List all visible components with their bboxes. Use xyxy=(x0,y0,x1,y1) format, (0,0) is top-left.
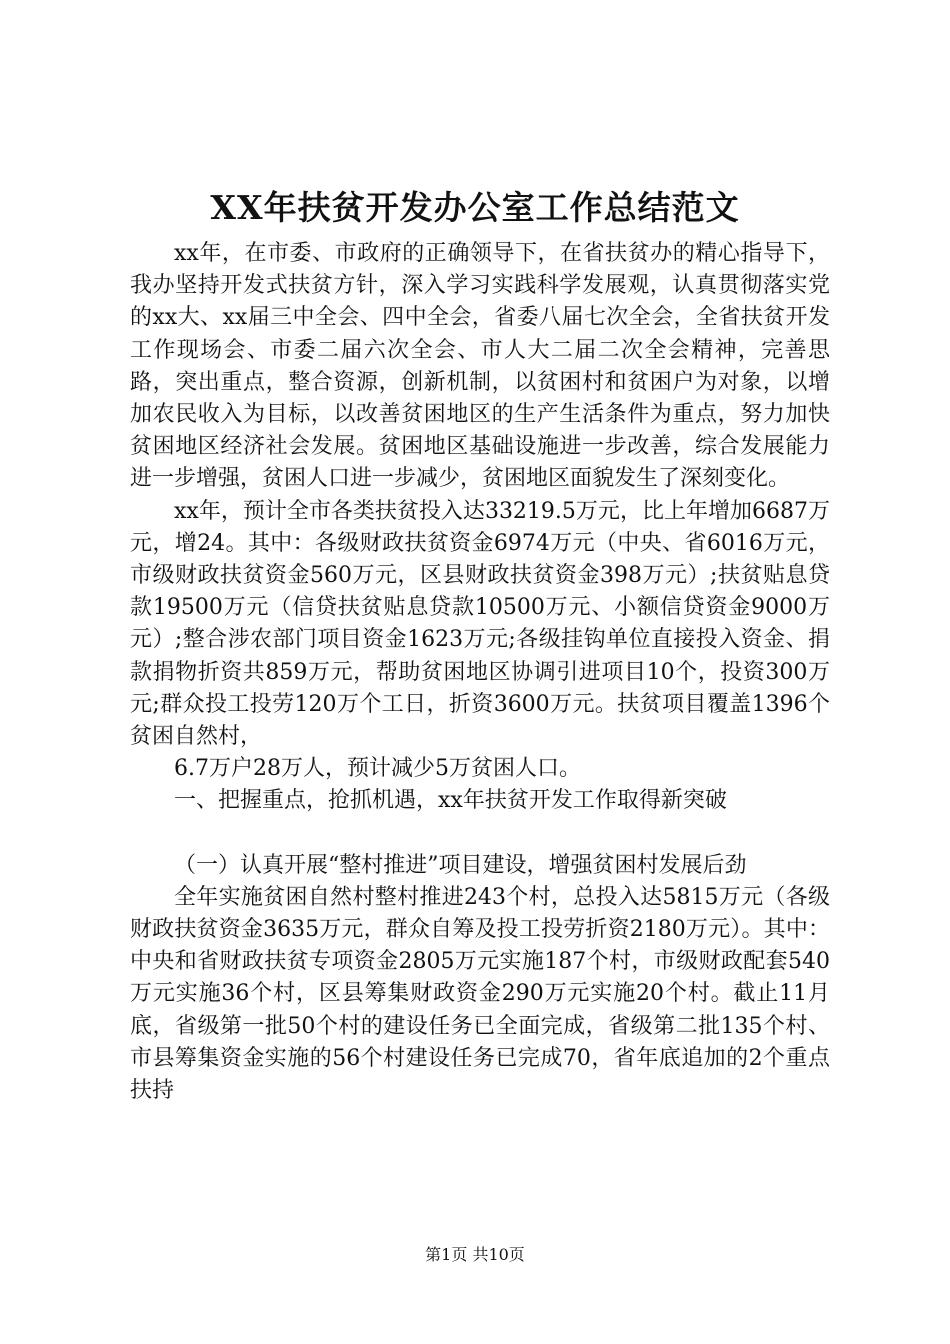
paragraph-population: 6.7万户28万人，预计减少5万贫困人口。 xyxy=(174,756,581,782)
paragraph-intro: xx年，在市委、市政府的正确领导下，在省扶贫办的精心指导下，我办坚持开发式扶贫方针，深入学习实践科学发展观，认真贯彻落实党的xx大、xx届三中全会、四中全会，省委八届七次全会，全省扶贫开发工作现场会、市委二届六次全会、市人大二届二次全会精神，完善思路，突出重点，整合资源，创新机制，以贫困村和贫困户为对象，以增加农民收入为目标，以改善贫困地区的生产生活条件为重点，努力加快贫困地区经济社会发展。贫困地区基础设施进一步改善，综合发展能力进一步增强，贫困人口进一步减少，贫困地区面貌发生了深刻变化。 xyxy=(130,241,830,492)
document-body xyxy=(130,238,830,1107)
subsection-heading-1: （一）认真开展“整村推进”项目建设，增强贫困村发展后劲 xyxy=(174,852,747,878)
section-heading-1: 一、把握重点，抢抓机遇，xx年扶贫开发工作取得新突破 xyxy=(174,788,727,814)
document-title: XX年扶贫开发办公室工作总结范文 xyxy=(210,188,740,227)
page-footer: 第1页 共10页 xyxy=(425,1245,525,1264)
paragraph-village-project: 全年实施贫困自然村整村推进243个村，总投入达5815万元（各级财政扶贫资金3635万元，群众自筹及投工投劳折资2180万元）。其中：中央和省财政扶贫专项资金2805万元实施187个村，市级财政配套540万元实施36个村，区县筹集财政资金290万元实施20个村。截止11月底，省级第一批50个村的建设任务已全面完成，省级第二批135个村、市县筹集资金实施的56个村建设任务已完成70，省年底追加的2个重点扶持 xyxy=(130,884,830,1104)
blank-line xyxy=(130,818,830,850)
paragraph-investment: xx年，预计全市各类扶贫投入达33219.5万元，比上年增加6687万元，增24。其中：各级财政扶贫资金6974万元（中央、省6016万元，市级财政扶贫资金560万元，区县财政扶贫资金398万元）;扶贫贴息贷款19500万元（信贷扶贫贴息贷款10500万元、小额信贷资金9000万元）;整合涉农部门项目资金1623万元;各级挂钩单位直接投入资金、捐款捐物折资共859万元，帮助贫困地区协调引进项目10个，投资300万元;群众投工投劳120万个工日，折资3600万元。扶贫项目覆盖1396个贫困自然村， xyxy=(130,498,830,750)
